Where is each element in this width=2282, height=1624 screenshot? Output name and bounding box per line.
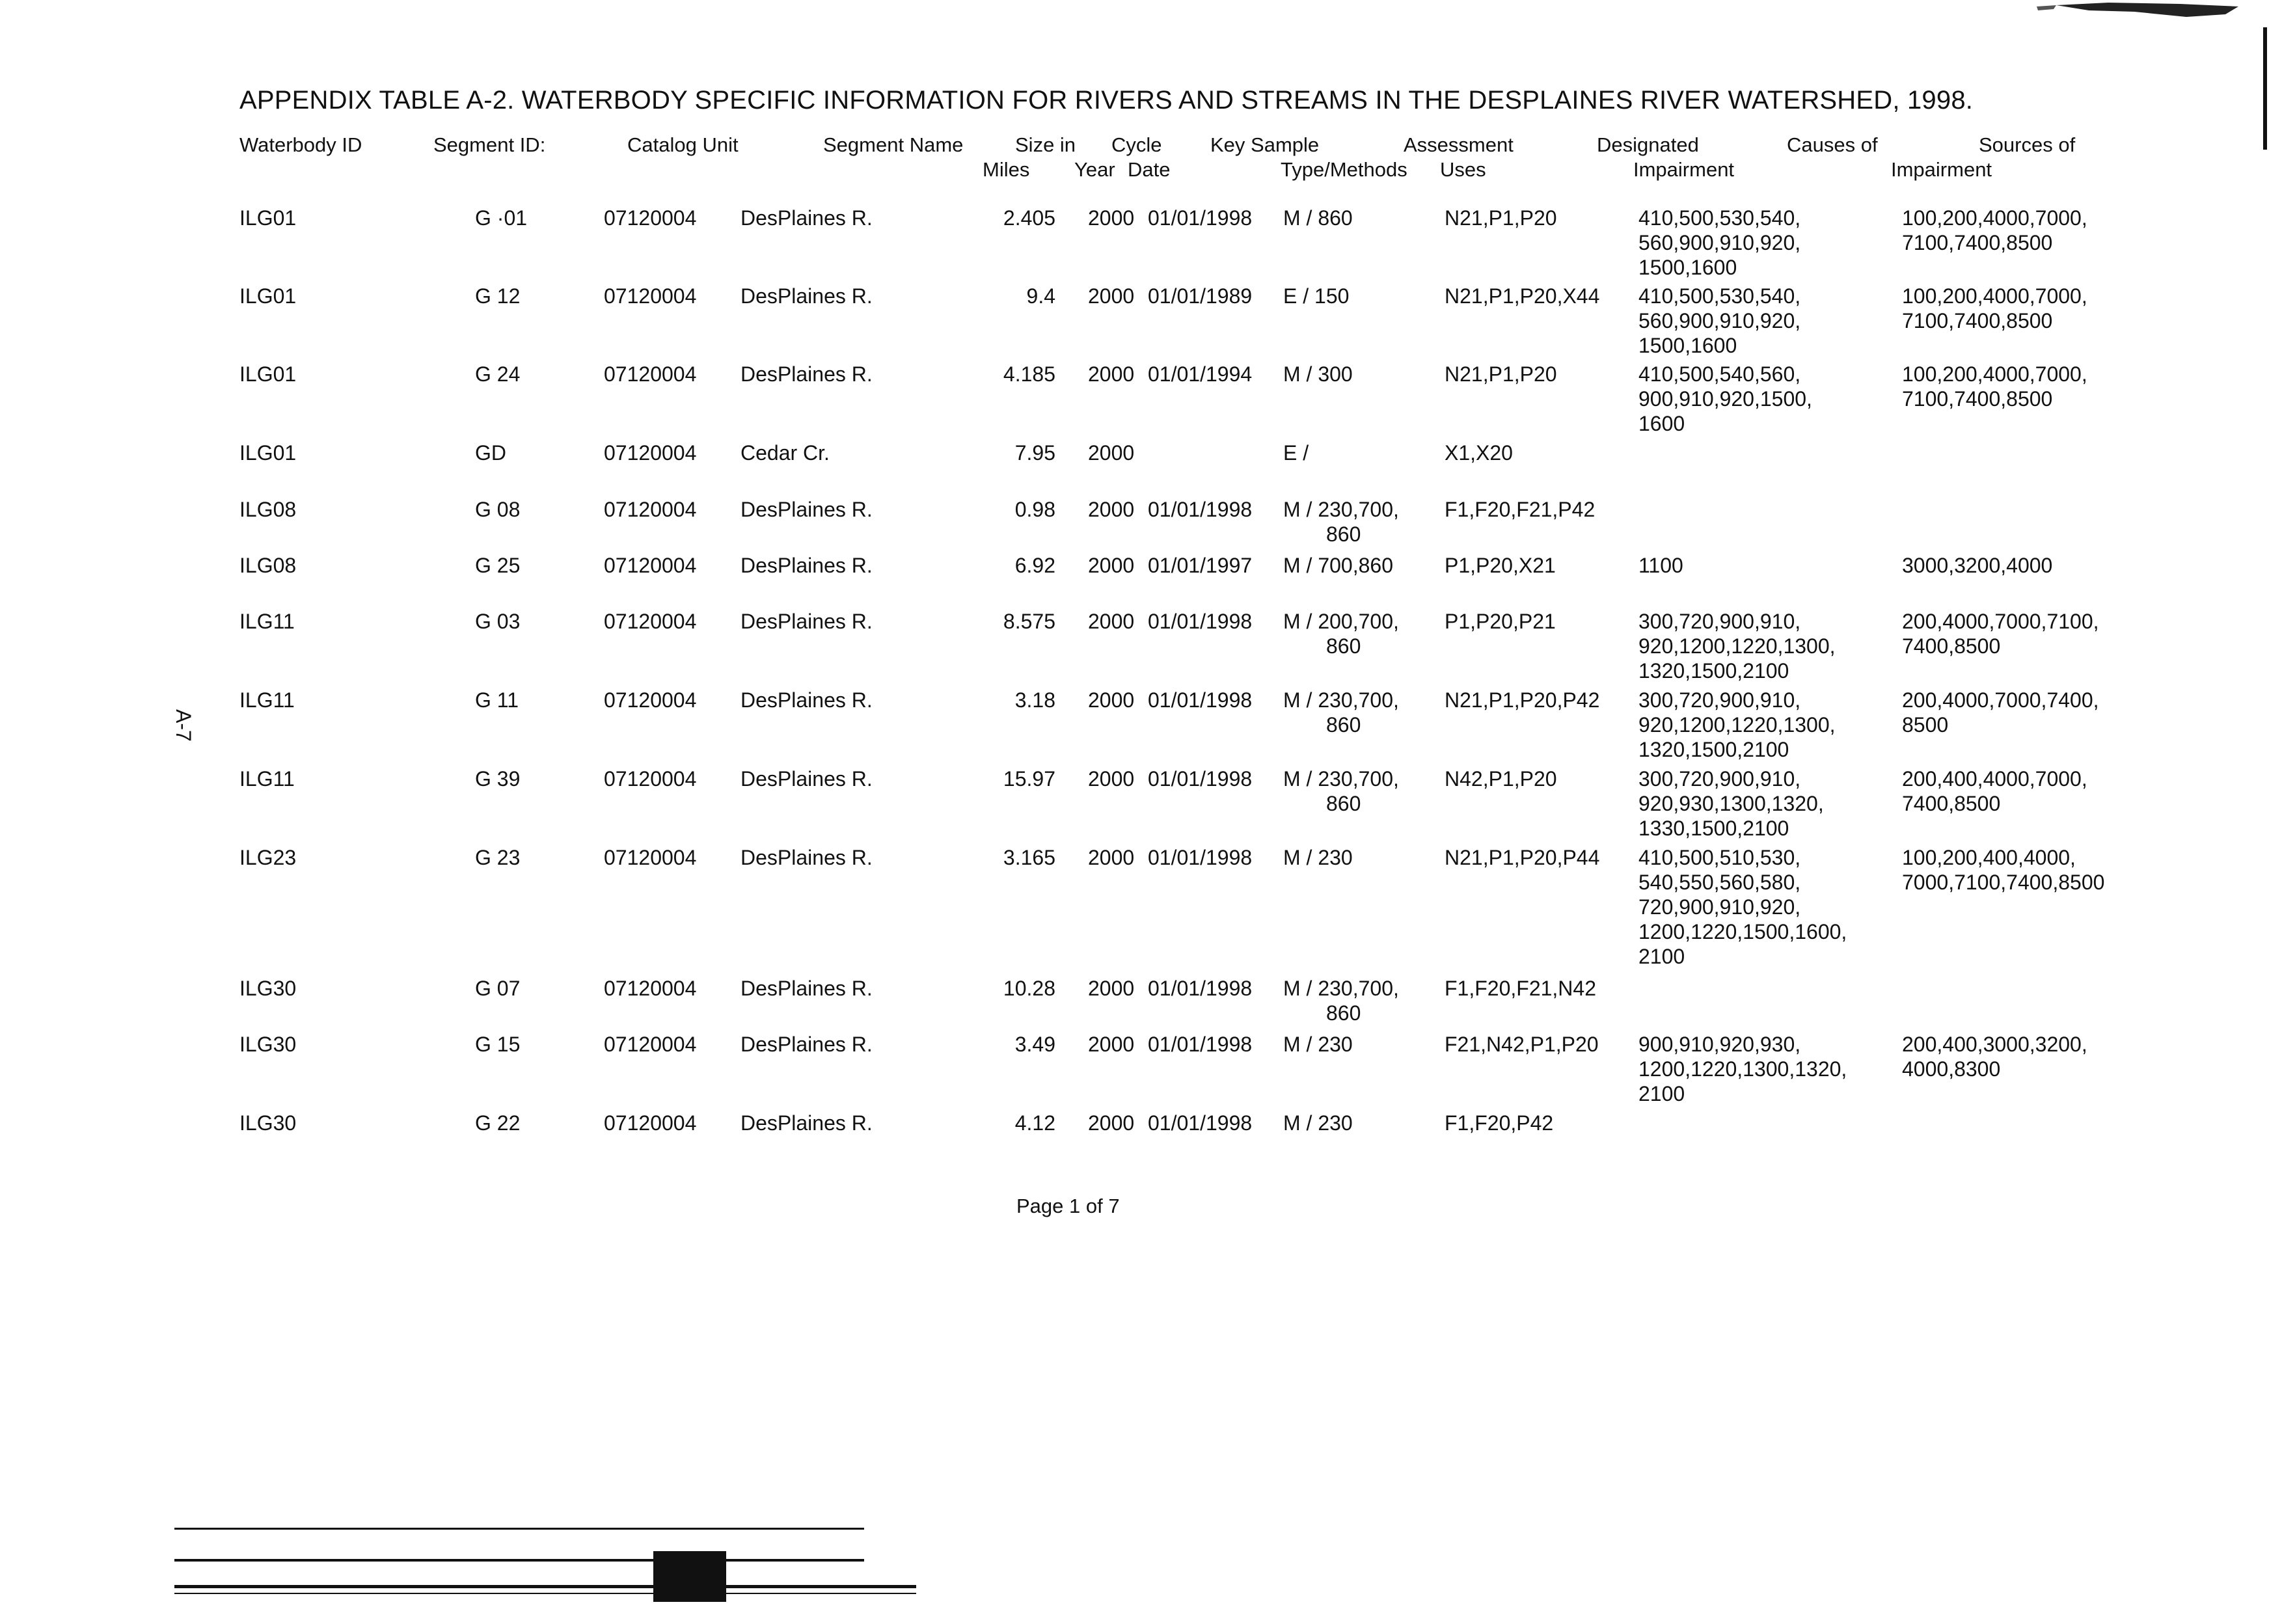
sample-date-cell: 01/01/1998	[1148, 498, 1253, 521]
segment-id-cell: G 39	[475, 767, 521, 791]
size-miles-cell: 10.28	[1003, 977, 1055, 1000]
segment-name-cell: DesPlaines R.	[740, 977, 873, 1000]
type-methods-cell: M / 230,700,	[1283, 688, 1399, 712]
sources-line: 8500	[1902, 713, 1949, 737]
type-methods-cell: M / 860	[1283, 206, 1353, 230]
assessment-uses-cell: F21,N42,P1,P20	[1445, 1033, 1599, 1056]
segment-id-cell: G 07	[475, 977, 521, 1000]
cycle-year-cell: 2000	[1088, 441, 1135, 465]
assessment-uses-cell: F1,F20,F21,N42	[1445, 977, 1596, 1000]
sample-date-cell: 01/01/1997	[1148, 554, 1253, 577]
header-waterbody-id: Waterbody ID	[239, 133, 362, 156]
header-year: Year	[1074, 158, 1115, 181]
type-methods-cell: M / 200,700,	[1283, 610, 1399, 633]
sample-date-cell: 01/01/1989	[1148, 284, 1253, 308]
cycle-year-cell: 2000	[1088, 610, 1135, 633]
cycle-year-cell: 2000	[1088, 554, 1135, 577]
segment-name-cell: DesPlaines R.	[740, 610, 873, 633]
header-segment-id: Segment ID:	[433, 133, 546, 156]
segment-id-cell: G 08	[475, 498, 521, 521]
causes-line: 300,720,900,910,	[1638, 610, 1801, 633]
segment-name-cell: Cedar Cr.	[740, 441, 830, 465]
size-miles-cell: 2.405	[1003, 206, 1055, 230]
scan-line	[174, 1559, 864, 1562]
sources-line: 7400,8500	[1902, 792, 2001, 815]
causes-line: 920,1200,1220,1300,	[1638, 634, 1836, 658]
waterbody-id-cell: ILG01	[239, 284, 297, 308]
scan-line	[174, 1528, 864, 1530]
catalog-unit-cell: 07120004	[604, 498, 697, 521]
cycle-year-cell: 2000	[1088, 977, 1135, 1000]
catalog-unit-cell: 07120004	[604, 610, 697, 633]
causes-line: 920,930,1300,1320,	[1638, 792, 1824, 815]
size-miles-cell: 15.97	[1003, 767, 1055, 791]
header-segment-name: Segment Name	[823, 133, 964, 156]
catalog-unit-cell: 07120004	[604, 554, 697, 577]
type-methods-continued: 860	[1326, 634, 1361, 658]
catalog-unit-cell: 07120004	[604, 688, 697, 712]
segment-name-cell: DesPlaines R.	[740, 846, 873, 869]
header-impairment-causes: Impairment	[1633, 158, 1735, 181]
causes-line: 900,910,920,1500,	[1638, 387, 1812, 411]
type-methods-cell: M / 230,700,	[1283, 767, 1399, 791]
segment-name-cell: DesPlaines R.	[740, 498, 873, 521]
segment-name-cell: DesPlaines R.	[740, 767, 873, 791]
catalog-unit-cell: 07120004	[604, 977, 697, 1000]
causes-line: 560,900,910,920,	[1638, 231, 1801, 254]
catalog-unit-cell: 07120004	[604, 1033, 697, 1056]
size-miles-cell: 9.4	[1026, 284, 1055, 308]
waterbody-id-cell: ILG23	[239, 846, 297, 869]
segment-id-cell: G 24	[475, 362, 521, 386]
type-methods-continued: 860	[1326, 1001, 1361, 1025]
header-uses: Uses	[1440, 158, 1486, 181]
cycle-year-cell: 2000	[1088, 1033, 1135, 1056]
waterbody-id-cell: ILG30	[239, 1033, 297, 1056]
cycle-year-cell: 2000	[1088, 284, 1135, 308]
sample-date-cell: 01/01/1998	[1148, 1111, 1253, 1135]
cycle-year-cell: 2000	[1088, 498, 1135, 521]
waterbody-id-cell: ILG08	[239, 554, 297, 577]
causes-line: 560,900,910,920,	[1638, 309, 1801, 332]
sample-date-cell: 01/01/1994	[1148, 362, 1253, 386]
type-methods-cell: M / 230	[1283, 846, 1353, 869]
scan-line	[174, 1585, 916, 1588]
sample-date-cell: 01/01/1998	[1148, 846, 1253, 869]
catalog-unit-cell: 07120004	[604, 767, 697, 791]
sources-line: 7400,8500	[1902, 634, 2001, 658]
sources-line: 100,200,400,4000,	[1902, 846, 2076, 869]
waterbody-id-cell: ILG11	[239, 688, 295, 712]
header-cycle: Cycle	[1111, 133, 1162, 156]
scan-line	[174, 1593, 916, 1594]
segment-name-cell: DesPlaines R.	[740, 688, 873, 712]
causes-line: 900,910,920,930,	[1638, 1033, 1801, 1056]
causes-line: 2100	[1638, 1082, 1685, 1105]
assessment-uses-cell: N21,P1,P20,P44	[1445, 846, 1600, 869]
assessment-uses-cell: N21,P1,P20	[1445, 206, 1557, 230]
assessment-uses-cell: X1,X20	[1445, 441, 1513, 465]
sources-line: 200,4000,7000,7100,	[1902, 610, 2099, 633]
sources-line: 7100,7400,8500	[1902, 387, 2053, 411]
segment-name-cell: DesPlaines R.	[740, 1111, 873, 1135]
scan-blot	[653, 1551, 726, 1602]
size-miles-cell: 0.98	[1014, 498, 1055, 521]
segment-id-cell: G 25	[475, 554, 521, 577]
cycle-year-cell: 2000	[1088, 206, 1135, 230]
header-causes-of: Causes of	[1787, 133, 1878, 156]
segment-id-cell: G 23	[475, 846, 521, 869]
causes-line: 1200,1220,1500,1600,	[1638, 920, 1847, 943]
header-date: Date	[1128, 158, 1171, 181]
sources-line: 200,400,4000,7000,	[1902, 767, 2087, 791]
type-methods-cell: M / 230,700,	[1283, 977, 1399, 1000]
causes-line: 540,550,560,580,	[1638, 871, 1801, 894]
header-designated: Designated	[1597, 133, 1699, 156]
sample-date-cell: 01/01/1998	[1148, 206, 1253, 230]
waterbody-id-cell: ILG11	[239, 610, 295, 633]
size-miles-cell: 3.49	[1014, 1033, 1055, 1056]
segment-id-cell: G 03	[475, 610, 521, 633]
causes-line: 1320,1500,2100	[1638, 738, 1789, 761]
header-assessment: Assessment	[1404, 133, 1514, 156]
header-size-in: Size in	[1015, 133, 1076, 156]
segment-id-cell: G ·01	[475, 206, 528, 230]
causes-line: 1500,1600	[1638, 256, 1737, 279]
segment-name-cell: DesPlaines R.	[740, 362, 873, 386]
segment-name-cell: DesPlaines R.	[740, 1033, 873, 1056]
sources-line: 100,200,4000,7000,	[1902, 362, 2087, 386]
waterbody-id-cell: ILG08	[239, 498, 297, 521]
catalog-unit-cell: 07120004	[604, 206, 697, 230]
causes-line: 410,500,530,540,	[1638, 206, 1801, 230]
assessment-uses-cell: F1,F20,F21,P42	[1445, 498, 1596, 521]
size-miles-cell: 3.18	[1014, 688, 1055, 712]
causes-line: 1330,1500,2100	[1638, 817, 1789, 840]
catalog-unit-cell: 07120004	[604, 1111, 697, 1135]
table-title: APPENDIX TABLE A-2. WATERBODY SPECIFIC INFORMATION FOR RIVERS AND STREAMS IN THE DESPLAINES RIVER WATERSHED, 1998.	[239, 86, 1974, 115]
header-impairment-sources: Impairment	[1891, 158, 1992, 181]
sources-line: 7000,7100,7400,8500	[1902, 871, 2105, 894]
segment-name-cell: DesPlaines R.	[740, 206, 873, 230]
segment-id-cell: GD	[475, 441, 506, 465]
type-methods-continued: 860	[1326, 713, 1361, 737]
waterbody-id-cell: ILG01	[239, 441, 297, 465]
sample-date-cell: 01/01/1998	[1148, 1033, 1253, 1056]
size-miles-cell: 3.165	[1003, 846, 1055, 869]
causes-line: 1200,1220,1300,1320,	[1638, 1057, 1847, 1081]
sources-line: 200,4000,7000,7400,	[1902, 688, 2099, 712]
type-methods-cell: E /	[1283, 441, 1309, 465]
assessment-uses-cell: N21,P1,P20	[1445, 362, 1557, 386]
waterbody-id-cell: ILG30	[239, 1111, 297, 1135]
segment-name-cell: DesPlaines R.	[740, 554, 873, 577]
causes-line: 1100	[1638, 554, 1683, 577]
sources-line: 7100,7400,8500	[1902, 231, 2053, 254]
type-methods-cell: M / 700,860	[1283, 554, 1393, 577]
type-methods-cell: M / 230	[1283, 1111, 1353, 1135]
waterbody-id-cell: ILG01	[239, 362, 297, 386]
sources-line: 200,400,3000,3200,	[1902, 1033, 2087, 1056]
causes-line: 1600	[1638, 412, 1685, 435]
assessment-uses-cell: F1,F20,P42	[1445, 1111, 1554, 1135]
waterbody-id-cell: ILG01	[239, 206, 297, 230]
size-miles-cell: 6.92	[1014, 554, 1055, 577]
segment-id-cell: G 22	[475, 1111, 521, 1135]
causes-line: 410,500,540,560,	[1638, 362, 1801, 386]
segment-id-cell: G 11	[475, 688, 519, 712]
sources-line: 100,200,4000,7000,	[1902, 206, 2087, 230]
causes-line: 920,1200,1220,1300,	[1638, 713, 1836, 737]
segment-name-cell: DesPlaines R.	[740, 284, 873, 308]
type-methods-cell: M / 300	[1283, 362, 1353, 386]
sources-line: 4000,8300	[1902, 1057, 2001, 1081]
causes-line: 410,500,510,530,	[1638, 846, 1801, 869]
sample-date-cell: 01/01/1998	[1148, 767, 1253, 791]
size-miles-cell: 4.185	[1003, 362, 1055, 386]
assessment-uses-cell: N21,P1,P20,P42	[1445, 688, 1600, 712]
size-miles-cell: 8.575	[1003, 610, 1055, 633]
causes-line: 720,900,910,920,	[1638, 895, 1801, 919]
waterbody-id-cell: ILG11	[239, 767, 295, 791]
causes-line: 300,720,900,910,	[1638, 767, 1801, 791]
header-sources-of: Sources of	[1979, 133, 2076, 156]
causes-line: 300,720,900,910,	[1638, 688, 1801, 712]
segment-id-cell: G 15	[475, 1033, 521, 1056]
sample-date-cell: 01/01/1998	[1148, 977, 1253, 1000]
header-miles: Miles	[983, 158, 1030, 181]
header-key-sample: Key Sample	[1210, 133, 1320, 156]
sample-date-cell: 01/01/1998	[1148, 610, 1253, 633]
catalog-unit-cell: 07120004	[604, 441, 697, 465]
cycle-year-cell: 2000	[1088, 846, 1135, 869]
header-catalog-unit: Catalog Unit	[627, 133, 739, 156]
assessment-uses-cell: P1,P20,X21	[1445, 554, 1556, 577]
size-miles-cell: 4.12	[1014, 1111, 1055, 1135]
catalog-unit-cell: 07120004	[604, 362, 697, 386]
assessment-uses-cell: N21,P1,P20,X44	[1445, 284, 1600, 308]
sources-line: 7100,7400,8500	[1902, 309, 2053, 332]
type-methods-cell: M / 230	[1283, 1033, 1353, 1056]
waterbody-id-cell: ILG30	[239, 977, 297, 1000]
causes-line: 2100	[1638, 945, 1685, 968]
assessment-uses-cell: P1,P20,P21	[1445, 610, 1556, 633]
page-number: Page 1 of 7	[1016, 1195, 1120, 1217]
type-methods-continued: 860	[1326, 522, 1361, 546]
causes-line: 1500,1600	[1638, 334, 1737, 357]
page-side-label: A-7	[172, 709, 195, 742]
header-type-methods: Type/Methods	[1281, 158, 1407, 181]
catalog-unit-cell: 07120004	[604, 846, 697, 869]
sources-line: 3000,3200,4000	[1902, 554, 2053, 577]
catalog-unit-cell: 07120004	[604, 284, 697, 308]
size-miles-cell: 7.95	[1014, 441, 1055, 465]
causes-line: 1320,1500,2100	[1638, 659, 1789, 683]
segment-id-cell: G 12	[475, 284, 521, 308]
scan-edge-line	[2263, 27, 2267, 150]
type-methods-cell: M / 230,700,	[1283, 498, 1399, 521]
cycle-year-cell: 2000	[1088, 688, 1135, 712]
cycle-year-cell: 2000	[1088, 1111, 1135, 1135]
cycle-year-cell: 2000	[1088, 362, 1135, 386]
type-methods-continued: 860	[1326, 792, 1361, 815]
sources-line: 100,200,4000,7000,	[1902, 284, 2087, 308]
type-methods-cell: E / 150	[1283, 284, 1350, 308]
sample-date-cell: 01/01/1998	[1148, 688, 1253, 712]
cycle-year-cell: 2000	[1088, 767, 1135, 791]
scan-smudge-top-right	[2030, 0, 2245, 29]
causes-line: 410,500,530,540,	[1638, 284, 1801, 308]
assessment-uses-cell: N42,P1,P20	[1445, 767, 1557, 791]
